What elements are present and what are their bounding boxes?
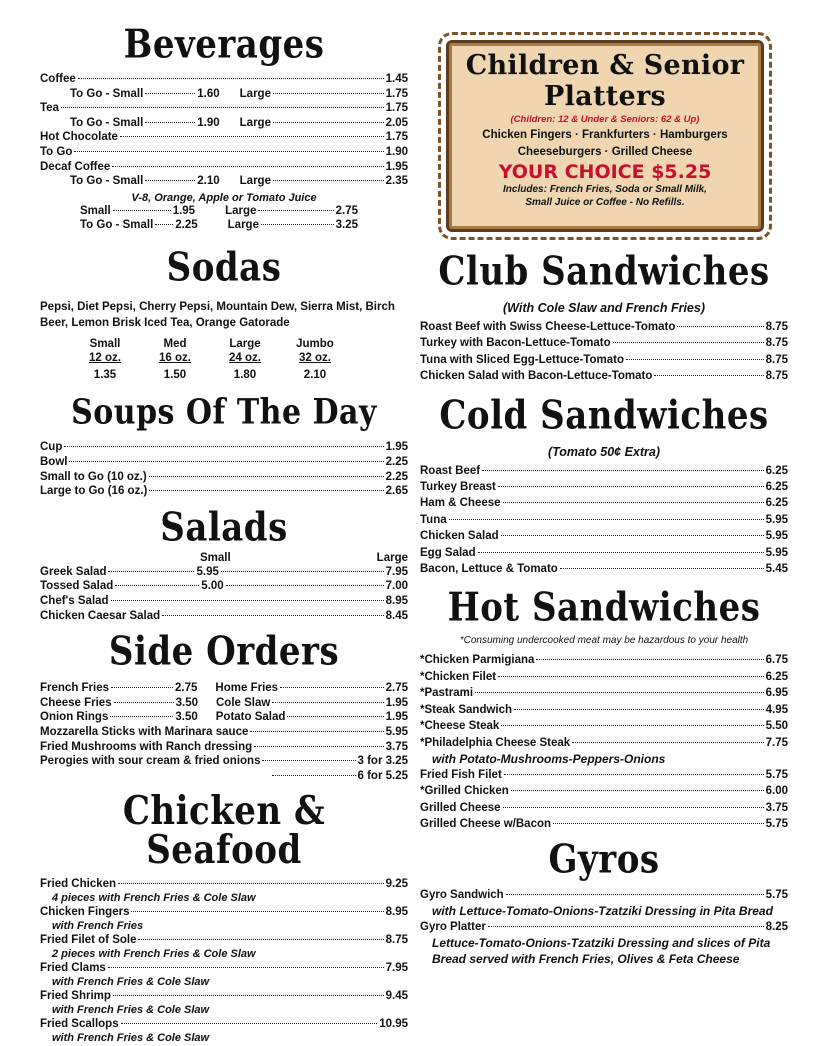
menu-row: Fried Fish Filet 5.75 bbox=[420, 768, 788, 781]
menu-row: Hot Chocolate 1.75 bbox=[40, 131, 408, 144]
sodas-heading: Sodas bbox=[166, 244, 282, 291]
item-note: with Potato-Mushrooms-Peppers-Onions bbox=[432, 751, 666, 766]
hot-heading: Hot Sandwiches bbox=[447, 585, 761, 632]
soda-size: Large 24 oz. 1.80 bbox=[229, 337, 261, 381]
cold-section bbox=[420, 392, 788, 578]
menu-row: Cheese Fries 3.50 Cole Slaw 1.95 bbox=[40, 696, 408, 709]
menu-row: *Cheese Steak 5.50 bbox=[420, 720, 788, 733]
hot-warning: *Consuming undercooked meat may be hazardous to your health bbox=[459, 635, 749, 647]
club-heading: Club Sandwiches bbox=[438, 249, 770, 295]
menu-row: Chef's Salad 8.95 bbox=[40, 595, 408, 607]
platter-includes-2: Small Juice or Coffee - No Refills. bbox=[525, 197, 685, 208]
sides-section bbox=[40, 629, 408, 783]
salad-size-header: Small Large bbox=[200, 551, 408, 564]
menu-row: Perogies with sour cream & fried onions 3 for 3.25 bbox=[40, 755, 408, 768]
menu-row: Decaf Coffee 1.95 bbox=[40, 160, 408, 173]
menu-row: Tossed Salad 5.00 7.00 bbox=[40, 580, 408, 593]
menu-row: Gyro Sandwich 5.75 bbox=[420, 888, 788, 901]
menu-row: Grilled Cheese w/Bacon 5.75 bbox=[420, 818, 788, 831]
menu-row: Chicken Salad with Bacon-Lettuce-Tomato 8.75 bbox=[420, 370, 788, 383]
gyros-heading: Gyros bbox=[548, 836, 660, 883]
menu-row: Fried Clams 7.95 bbox=[40, 962, 408, 975]
menu-row: Fried Chicken 9.25 bbox=[40, 878, 408, 891]
menu-row: Chicken Salad 5.95 bbox=[420, 530, 788, 543]
menu-row: *Pastrami 6.95 bbox=[420, 687, 788, 700]
menu-row: *Grilled Chicken 6.00 bbox=[420, 785, 788, 798]
item-note: Lettuce-Tomato-Onions-Tzatziki Dressing and slices of Pita Bread served with French Fries, Olives & Feta Cheese bbox=[432, 936, 771, 967]
menu-row: Large to Go (16 oz.) 2.65 bbox=[40, 485, 408, 498]
menu-row: Fried Shrimp 9.45 bbox=[40, 990, 408, 1003]
menu-row: Coffee 1.45 bbox=[40, 73, 408, 85]
beverages-heading: Beverages bbox=[123, 22, 325, 68]
menu-row: Fried Mushrooms with Ranch dressing 3.75 bbox=[40, 740, 408, 753]
soda-sizes bbox=[40, 337, 408, 383]
menu-row: Mozzarella Sticks with Marinara sauce 5.95 bbox=[40, 725, 408, 738]
sodas-list: Pepsi, Diet Pepsi, Cherry Pepsi, Mountain Dew, Sierra Mist, Birch Beer, Lemon Brisk Iced Tea, Orange Gatorade bbox=[40, 300, 395, 329]
menu-row: Chicken Caesar Salad 8.45 bbox=[40, 609, 408, 622]
club-section bbox=[420, 249, 788, 385]
item-note: with French Fries & Cole Slaw bbox=[52, 1031, 210, 1044]
left-column bbox=[40, 22, 408, 1045]
platter-title-2: Platters bbox=[543, 81, 666, 112]
hot-section bbox=[420, 585, 788, 832]
menu-row: Tuna 5.95 bbox=[420, 513, 788, 526]
platter-ages: (Children: 12 & Under & Seniors: 62 & Up) bbox=[510, 114, 700, 125]
menu-row: Tea 1.75 bbox=[40, 102, 408, 115]
item-note: 2 pieces with French Fries & Cole Slaw bbox=[52, 947, 256, 960]
menu-row: Bacon, Lettuce & Tomato 5.45 bbox=[420, 563, 788, 576]
cold-note: (Tomato 50¢ Extra) bbox=[547, 444, 661, 459]
menu-row: Greek Salad 5.95 7.95 bbox=[40, 565, 408, 578]
sides-heading: Side Orders bbox=[108, 629, 340, 676]
platter-choice: YOUR CHOICE $5.25 bbox=[498, 161, 712, 183]
soda-size: Jumbo 32 oz. 2.10 bbox=[296, 337, 334, 381]
menu-row: Onion Rings 3.50 Potato Salad 1.95 bbox=[40, 711, 408, 724]
platter-items-2: Cheeseburgers · Grilled Cheese bbox=[517, 146, 693, 158]
menu-row: Turkey Breast 6.25 bbox=[420, 481, 788, 494]
beverages-section bbox=[40, 22, 408, 233]
item-note: with French Fries bbox=[52, 919, 144, 932]
platter-includes-1: Includes: French Fries, Soda or Small Milk, bbox=[503, 184, 707, 195]
menu-row: To Go 1.90 bbox=[40, 145, 408, 158]
menu-row: Tuna with Sliced Egg-Lettuce-Tomato 8.75 bbox=[420, 353, 788, 366]
menu-row: Chicken Fingers 8.95 bbox=[40, 906, 408, 919]
item-note: 4 pieces with French Fries & Cole Slaw bbox=[52, 891, 256, 904]
salads-heading: Salads bbox=[160, 504, 288, 551]
right-column bbox=[420, 249, 788, 967]
platter-sign bbox=[436, 30, 774, 240]
menu-row: 6 for 5.25 bbox=[40, 769, 408, 784]
platter-content bbox=[456, 50, 754, 209]
salads-section bbox=[40, 504, 408, 623]
platter-title-1: Children & Senior bbox=[465, 50, 745, 81]
chicken-heading: Chicken & Seafood bbox=[122, 788, 326, 874]
juice-row: To Go - Small 2.25 Large 3.25 bbox=[80, 219, 358, 232]
menu-row: Small to Go (10 oz.) 2.25 bbox=[40, 470, 408, 483]
item-note: with French Fries & Cole Slaw bbox=[52, 1003, 210, 1016]
menu-row: Grilled Cheese 3.75 bbox=[420, 801, 788, 814]
menu-row: Fried Filet of Sole 8.75 bbox=[40, 934, 408, 947]
menu-row: Cup 1.95 bbox=[40, 441, 408, 454]
cold-heading: Cold Sandwiches bbox=[439, 392, 769, 439]
menu-row: French Fries 2.75 Home Fries 2.75 bbox=[40, 682, 408, 695]
soda-size: Med 16 oz. 1.50 bbox=[159, 337, 191, 381]
menu-row: Turkey with Bacon-Lettuce-Tomato 8.75 bbox=[420, 337, 788, 350]
juice-row: Small 1.95 Large 2.75 bbox=[80, 204, 358, 217]
menu-row: *Chicken Filet 6.25 bbox=[420, 670, 788, 683]
menu-row: Bowl 2.25 bbox=[40, 456, 408, 469]
chicken-section bbox=[40, 788, 408, 1045]
menu-row: Egg Salad 5.95 bbox=[420, 546, 788, 559]
soda-size: Small 12 oz. 1.35 bbox=[89, 337, 121, 381]
juice-note: V-8, Orange, Apple or Tomato Juice bbox=[131, 191, 317, 204]
soups-heading: Soups Of The Day bbox=[71, 392, 377, 433]
club-note: (With Cole Slaw and French Fries) bbox=[503, 301, 705, 315]
menu-row: Ham & Cheese 6.25 bbox=[420, 497, 788, 510]
menu-row: Roast Beef with Swiss Cheese-Lettuce-Tomato 8.75 bbox=[420, 321, 788, 333]
soups-section bbox=[40, 392, 408, 498]
menu-row: *Philadelphia Cheese Steak 7.75 bbox=[420, 736, 788, 749]
menu-row: To Go - Small 2.10 Large 2.35 bbox=[70, 175, 408, 188]
menu-row: *Steak Sandwich 4.95 bbox=[420, 703, 788, 716]
platter-items-1: Chicken Fingers · Frankfurters · Hamburgers bbox=[482, 129, 728, 141]
menu-row: To Go - Small 1.90 Large 2.05 bbox=[70, 116, 408, 129]
gyros-section bbox=[420, 836, 788, 968]
item-note: with French Fries & Cole Slaw bbox=[52, 975, 210, 988]
sodas-section bbox=[40, 244, 408, 383]
menu-row: Gyro Platter 8.25 bbox=[420, 920, 788, 933]
item-note: with Lettuce-Tomato-Onions-Tzatziki Dressing in Pita Bread bbox=[432, 903, 773, 918]
menu-row: Roast Beef 6.25 bbox=[420, 464, 788, 477]
menu-row: To Go - Small 1.60 Large 1.75 bbox=[70, 87, 408, 100]
menu-row: *Chicken Parmigiana 6.75 bbox=[420, 654, 788, 667]
menu-row: Fried Scallops 10.95 bbox=[40, 1018, 408, 1031]
